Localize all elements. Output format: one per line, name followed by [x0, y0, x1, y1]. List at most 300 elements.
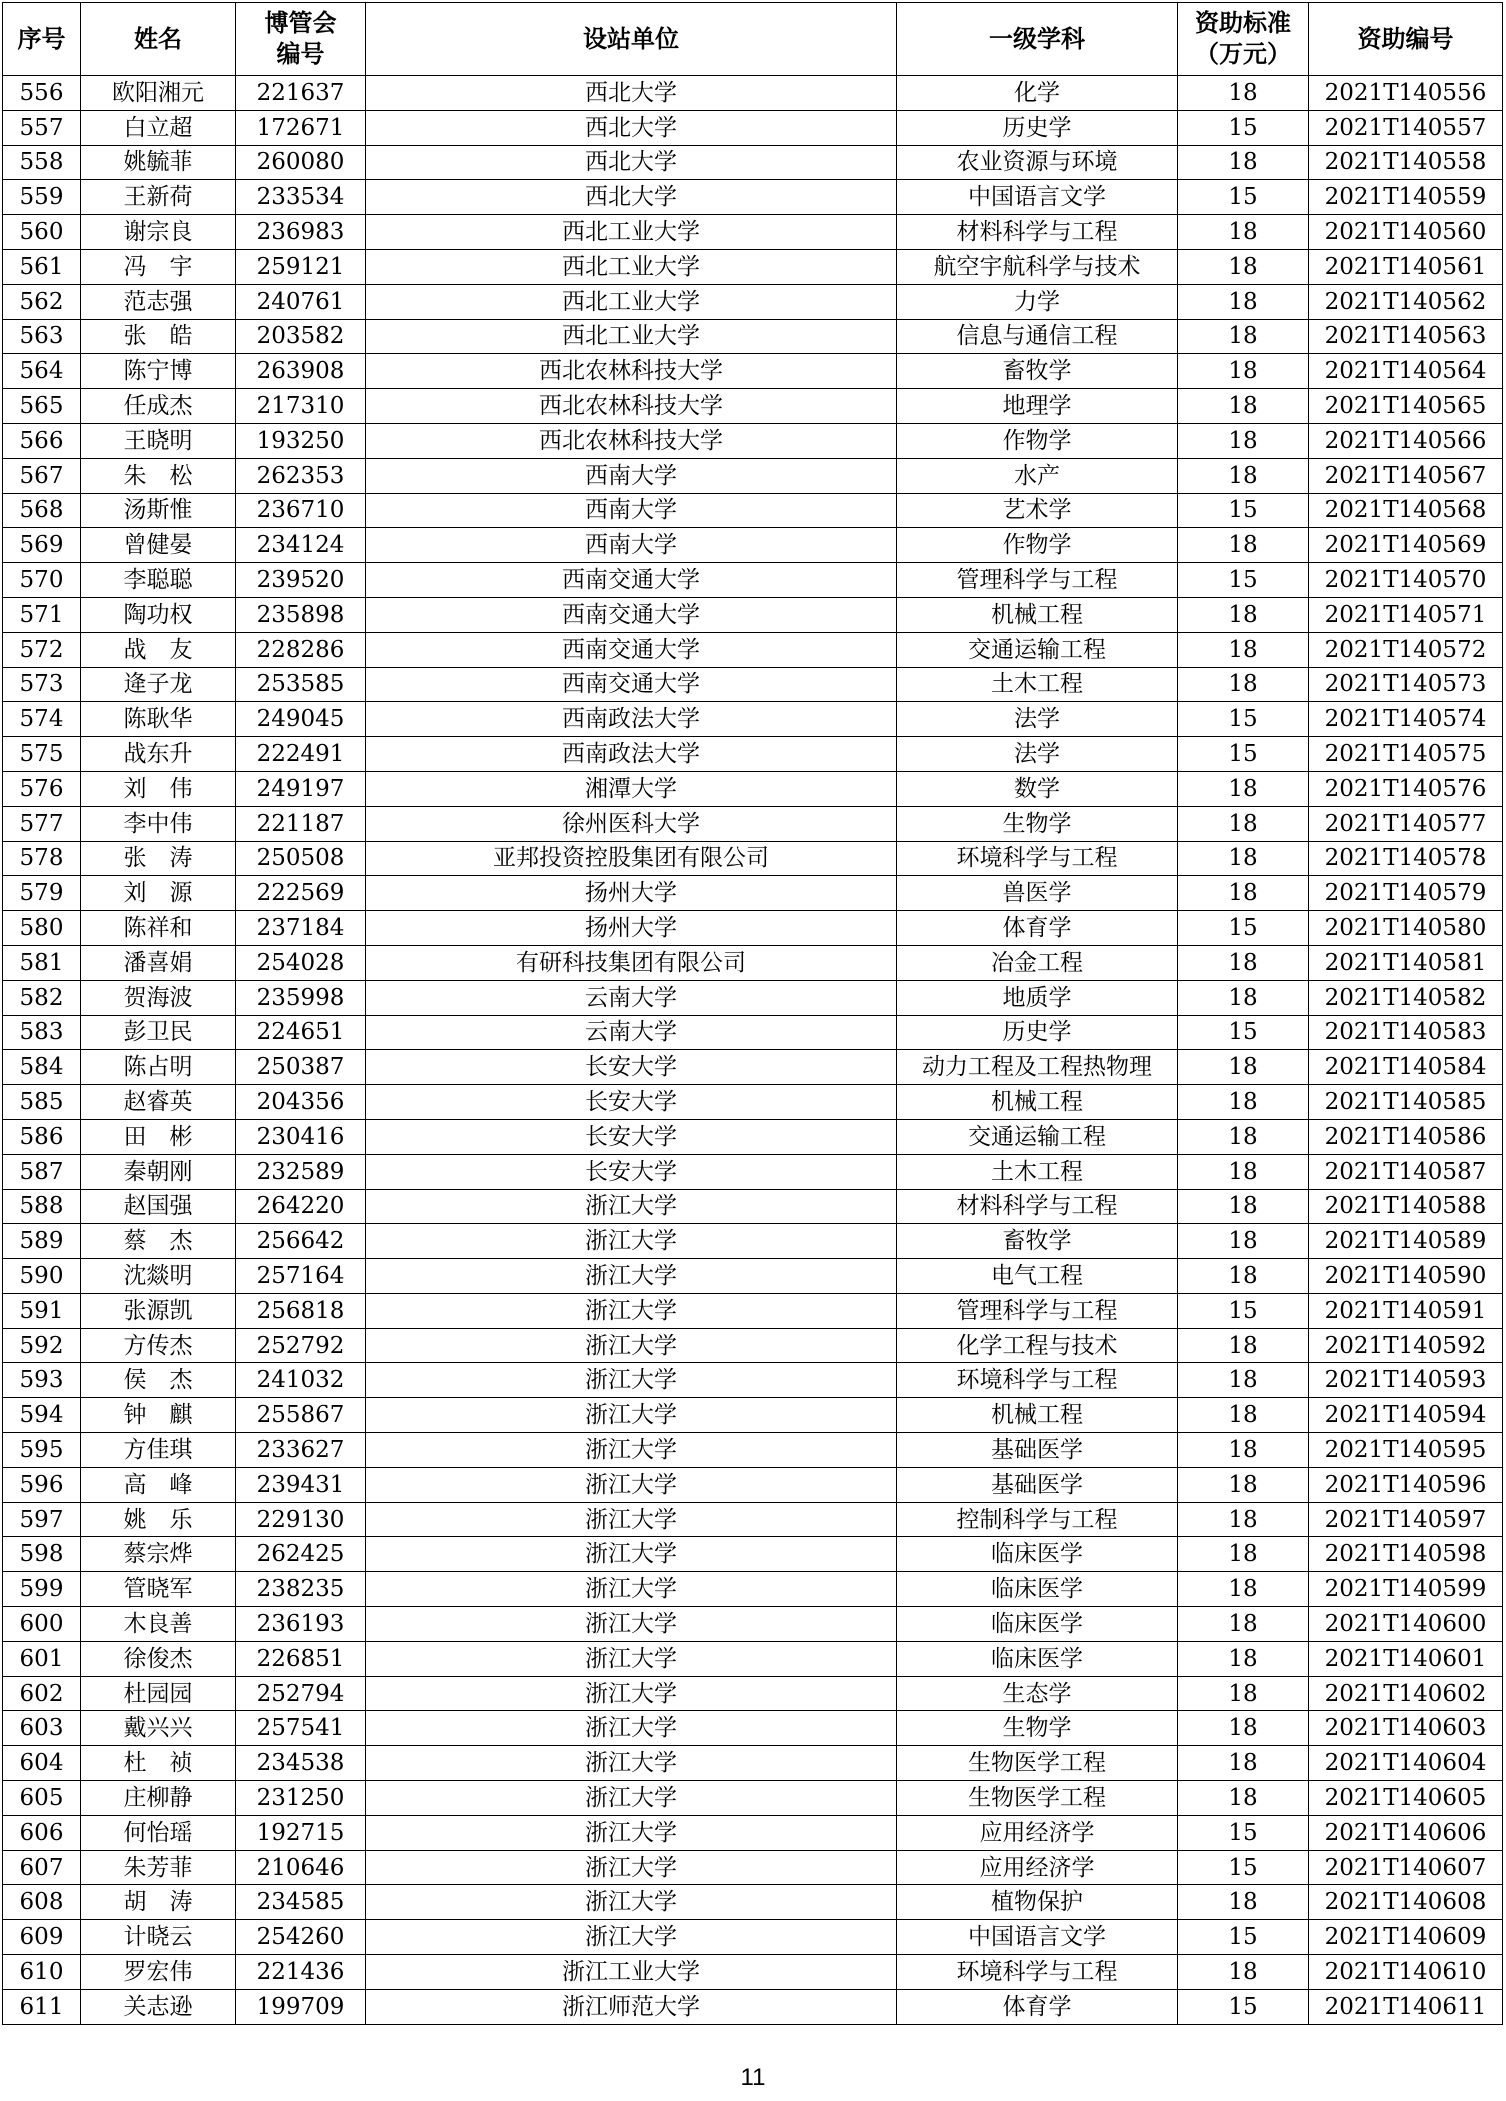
cell-funding: 18: [1178, 1955, 1309, 1990]
table-row: [3, 597, 1503, 632]
cell-funding: 18: [1178, 1189, 1309, 1224]
cell-discipline: 基础医学: [897, 1467, 1178, 1502]
cell-funding: 15: [1178, 1989, 1309, 2024]
cell-name: 张源凯: [81, 1293, 236, 1328]
cell-unit: 云南大学: [366, 1015, 897, 1050]
table-row: [3, 632, 1503, 667]
cell-seq: 608: [3, 1885, 81, 1920]
cell-discipline: 生物学: [897, 1711, 1178, 1746]
cell-seq: 567: [3, 458, 81, 493]
cell-grant-id: 2021T140603: [1309, 1711, 1503, 1746]
cell-seq: 601: [3, 1641, 81, 1676]
cell-funding: 18: [1178, 1154, 1309, 1189]
cell-name: 欧阳湘元: [81, 76, 236, 111]
cell-funding: 15: [1178, 737, 1309, 772]
cell-grant-id: 2021T140571: [1309, 597, 1503, 632]
table-row: [3, 702, 1503, 737]
cell-funding: 18: [1178, 771, 1309, 806]
cell-name: 管晓军: [81, 1572, 236, 1607]
cell-postdoc-id: 262425: [236, 1537, 366, 1572]
cell-seq: 597: [3, 1502, 81, 1537]
cell-unit: 亚邦投资控股集团有限公司: [366, 841, 897, 876]
cell-seq: 594: [3, 1398, 81, 1433]
cell-unit: 西南交通大学: [366, 632, 897, 667]
cell-funding: 18: [1178, 284, 1309, 319]
table-row: [3, 737, 1503, 772]
cell-unit: 浙江大学: [366, 1815, 897, 1850]
cell-postdoc-id: 193250: [236, 423, 366, 458]
cell-name: 徐俊杰: [81, 1641, 236, 1676]
cell-postdoc-id: 236193: [236, 1607, 366, 1642]
cell-grant-id: 2021T140606: [1309, 1815, 1503, 1850]
cell-name: 赵睿英: [81, 1085, 236, 1120]
cell-postdoc-id: 257164: [236, 1259, 366, 1294]
cell-discipline: 临床医学: [897, 1641, 1178, 1676]
cell-discipline: 体育学: [897, 1989, 1178, 2024]
table-row: [3, 423, 1503, 458]
cell-name: 胡 涛: [81, 1885, 236, 1920]
table-row: [3, 1293, 1503, 1328]
cell-postdoc-id: 254260: [236, 1920, 366, 1955]
cell-name: 何怡瑶: [81, 1815, 236, 1850]
cell-name: 秦朝刚: [81, 1154, 236, 1189]
cell-grant-id: 2021T140582: [1309, 980, 1503, 1015]
cell-discipline: 植物保护: [897, 1885, 1178, 1920]
cell-unit: 浙江大学: [366, 1467, 897, 1502]
cell-postdoc-id: 229130: [236, 1502, 366, 1537]
cell-unit: 西北大学: [366, 110, 897, 145]
header-postdoc-id-line1: 博管会: [264, 9, 337, 37]
header-name: [81, 3, 236, 76]
cell-discipline: 材料科学与工程: [897, 215, 1178, 250]
cell-seq: 568: [3, 493, 81, 528]
table-row: [3, 528, 1503, 563]
cell-grant-id: 2021T140573: [1309, 667, 1503, 702]
cell-discipline: 生物学: [897, 806, 1178, 841]
cell-discipline: 临床医学: [897, 1607, 1178, 1642]
cell-seq: 590: [3, 1259, 81, 1294]
cell-unit: 西北农林科技大学: [366, 423, 897, 458]
cell-name: 张 皓: [81, 319, 236, 354]
cell-unit: 长安大学: [366, 1085, 897, 1120]
cell-seq: 587: [3, 1154, 81, 1189]
cell-unit: 西南大学: [366, 493, 897, 528]
cell-seq: 593: [3, 1363, 81, 1398]
table-row: [3, 180, 1503, 215]
cell-seq: 609: [3, 1920, 81, 1955]
cell-unit: 西南政法大学: [366, 702, 897, 737]
cell-name: 田 彬: [81, 1119, 236, 1154]
cell-postdoc-id: 239520: [236, 563, 366, 598]
cell-discipline: 作物学: [897, 423, 1178, 458]
cell-discipline: 法学: [897, 702, 1178, 737]
table-row: [3, 1050, 1503, 1085]
cell-name: 谢宗良: [81, 215, 236, 250]
cell-unit: 浙江大学: [366, 1572, 897, 1607]
cell-name: 计晓云: [81, 1920, 236, 1955]
cell-grant-id: 2021T140588: [1309, 1189, 1503, 1224]
cell-seq: 578: [3, 841, 81, 876]
cell-discipline: 环境科学与工程: [897, 1363, 1178, 1398]
cell-name: 刘 伟: [81, 771, 236, 806]
cell-unit: 浙江大学: [366, 1920, 897, 1955]
cell-seq: 561: [3, 249, 81, 284]
cell-postdoc-id: 249045: [236, 702, 366, 737]
table-row: [3, 1989, 1503, 2024]
cell-discipline: 管理科学与工程: [897, 1293, 1178, 1328]
cell-grant-id: 2021T140604: [1309, 1746, 1503, 1781]
cell-name: 曾健晏: [81, 528, 236, 563]
cell-grant-id: 2021T140579: [1309, 876, 1503, 911]
cell-postdoc-id: 204356: [236, 1085, 366, 1120]
cell-seq: 592: [3, 1328, 81, 1363]
cell-grant-id: 2021T140586: [1309, 1119, 1503, 1154]
table-row: [3, 945, 1503, 980]
cell-discipline: 土木工程: [897, 667, 1178, 702]
cell-funding: 18: [1178, 215, 1309, 250]
cell-grant-id: 2021T140609: [1309, 1920, 1503, 1955]
cell-unit: 长安大学: [366, 1050, 897, 1085]
cell-discipline: 应用经济学: [897, 1815, 1178, 1850]
cell-funding: 18: [1178, 423, 1309, 458]
table-row: [3, 563, 1503, 598]
cell-postdoc-id: 252794: [236, 1676, 366, 1711]
table-row: [3, 1676, 1503, 1711]
cell-unit: 徐州医科大学: [366, 806, 897, 841]
cell-postdoc-id: 233534: [236, 180, 366, 215]
cell-grant-id: 2021T140592: [1309, 1328, 1503, 1363]
cell-discipline: 水产: [897, 458, 1178, 493]
cell-grant-id: 2021T140597: [1309, 1502, 1503, 1537]
table-row: [3, 110, 1503, 145]
cell-discipline: 地理学: [897, 389, 1178, 424]
cell-discipline: 电气工程: [897, 1259, 1178, 1294]
table-row: [3, 876, 1503, 911]
cell-name: 汤斯惟: [81, 493, 236, 528]
cell-name: 彭卫民: [81, 1015, 236, 1050]
cell-name: 钟 麒: [81, 1398, 236, 1433]
cell-postdoc-id: 222491: [236, 737, 366, 772]
cell-seq: 602: [3, 1676, 81, 1711]
cell-discipline: 临床医学: [897, 1537, 1178, 1572]
cell-seq: 557: [3, 110, 81, 145]
cell-discipline: 交通运输工程: [897, 1119, 1178, 1154]
cell-seq: 585: [3, 1085, 81, 1120]
cell-postdoc-id: 234538: [236, 1746, 366, 1781]
table-row: [3, 1085, 1503, 1120]
cell-funding: 18: [1178, 1676, 1309, 1711]
cell-seq: 576: [3, 771, 81, 806]
cell-name: 朱芳菲: [81, 1850, 236, 1885]
cell-discipline: 交通运输工程: [897, 632, 1178, 667]
cell-funding: 15: [1178, 1293, 1309, 1328]
cell-discipline: 环境科学与工程: [897, 1955, 1178, 1990]
cell-seq: 598: [3, 1537, 81, 1572]
cell-postdoc-id: 232589: [236, 1154, 366, 1189]
cell-funding: 15: [1178, 702, 1309, 737]
cell-seq: 582: [3, 980, 81, 1015]
funding-table: [2, 2, 1503, 2025]
cell-seq: 564: [3, 354, 81, 389]
cell-postdoc-id: 235898: [236, 597, 366, 632]
table-row: [3, 1154, 1503, 1189]
cell-name: 陈占明: [81, 1050, 236, 1085]
cell-seq: 571: [3, 597, 81, 632]
header-name-label: 姓名: [134, 24, 182, 53]
cell-grant-id: 2021T140578: [1309, 841, 1503, 876]
cell-funding: 18: [1178, 1050, 1309, 1085]
cell-funding: 18: [1178, 1467, 1309, 1502]
cell-funding: 18: [1178, 806, 1309, 841]
cell-postdoc-id: 249197: [236, 771, 366, 806]
cell-funding: 18: [1178, 945, 1309, 980]
cell-funding: 18: [1178, 597, 1309, 632]
cell-name: 冯 宇: [81, 249, 236, 284]
cell-name: 陈耿华: [81, 702, 236, 737]
cell-unit: 浙江大学: [366, 1259, 897, 1294]
table-body: [3, 76, 1503, 2025]
cell-unit: 云南大学: [366, 980, 897, 1015]
table-row: [3, 1363, 1503, 1398]
table-row: [3, 389, 1503, 424]
table-row: [3, 284, 1503, 319]
header-grant-id: [1309, 3, 1503, 76]
cell-discipline: 中国语言文学: [897, 180, 1178, 215]
cell-name: 王晓明: [81, 423, 236, 458]
cell-name: 战东升: [81, 737, 236, 772]
cell-seq: 607: [3, 1850, 81, 1885]
cell-grant-id: 2021T140581: [1309, 945, 1503, 980]
table-row: [3, 1502, 1503, 1537]
cell-postdoc-id: 250387: [236, 1050, 366, 1085]
cell-postdoc-id: 192715: [236, 1815, 366, 1850]
header-unit-label: 设站单位: [583, 24, 679, 53]
cell-unit: 西南大学: [366, 528, 897, 563]
cell-grant-id: 2021T140575: [1309, 737, 1503, 772]
table-row: [3, 458, 1503, 493]
cell-discipline: 法学: [897, 737, 1178, 772]
cell-grant-id: 2021T140593: [1309, 1363, 1503, 1398]
cell-grant-id: 2021T140569: [1309, 528, 1503, 563]
cell-name: 戴兴兴: [81, 1711, 236, 1746]
cell-postdoc-id: 254028: [236, 945, 366, 980]
cell-postdoc-id: 256642: [236, 1224, 366, 1259]
cell-name: 姚 乐: [81, 1502, 236, 1537]
cell-name: 贺海波: [81, 980, 236, 1015]
cell-postdoc-id: 256818: [236, 1293, 366, 1328]
cell-seq: 565: [3, 389, 81, 424]
cell-name: 李中伟: [81, 806, 236, 841]
cell-grant-id: 2021T140566: [1309, 423, 1503, 458]
cell-unit: 浙江大学: [366, 1189, 897, 1224]
cell-postdoc-id: 203582: [236, 319, 366, 354]
cell-funding: 18: [1178, 1398, 1309, 1433]
table-row: [3, 319, 1503, 354]
cell-postdoc-id: 233627: [236, 1433, 366, 1468]
cell-postdoc-id: 234585: [236, 1885, 366, 1920]
header-funding-line1: 资助标准: [1195, 9, 1291, 37]
cell-seq: 572: [3, 632, 81, 667]
cell-discipline: 兽医学: [897, 876, 1178, 911]
cell-unit: 浙江大学: [366, 1676, 897, 1711]
cell-name: 战 友: [81, 632, 236, 667]
table-row: [3, 1955, 1503, 1990]
cell-seq: 558: [3, 145, 81, 180]
cell-seq: 605: [3, 1781, 81, 1816]
cell-funding: 18: [1178, 980, 1309, 1015]
cell-seq: 566: [3, 423, 81, 458]
cell-unit: 西北工业大学: [366, 215, 897, 250]
cell-name: 陈祥和: [81, 911, 236, 946]
cell-funding: 15: [1178, 1015, 1309, 1050]
cell-funding: 18: [1178, 354, 1309, 389]
cell-name: 蔡宗烨: [81, 1537, 236, 1572]
table-row: [3, 1607, 1503, 1642]
cell-seq: 610: [3, 1955, 81, 1990]
table-row: [3, 841, 1503, 876]
header-funding-line2: （万元）: [1195, 40, 1291, 68]
cell-funding: 18: [1178, 1641, 1309, 1676]
table-row: [3, 1815, 1503, 1850]
cell-unit: 浙江工业大学: [366, 1955, 897, 1990]
cell-discipline: 冶金工程: [897, 945, 1178, 980]
cell-grant-id: 2021T140601: [1309, 1641, 1503, 1676]
cell-postdoc-id: 199709: [236, 1989, 366, 2024]
cell-unit: 长安大学: [366, 1119, 897, 1154]
table-row: [3, 806, 1503, 841]
cell-name: 李聪聪: [81, 563, 236, 598]
cell-funding: 18: [1178, 667, 1309, 702]
cell-discipline: 畜牧学: [897, 1224, 1178, 1259]
cell-seq: 589: [3, 1224, 81, 1259]
cell-postdoc-id: 237184: [236, 911, 366, 946]
table-row: [3, 1850, 1503, 1885]
cell-discipline: 艺术学: [897, 493, 1178, 528]
cell-name: 高 峰: [81, 1467, 236, 1502]
cell-grant-id: 2021T140587: [1309, 1154, 1503, 1189]
cell-discipline: 畜牧学: [897, 354, 1178, 389]
cell-funding: 18: [1178, 1781, 1309, 1816]
cell-funding: 18: [1178, 632, 1309, 667]
header-funding: [1178, 3, 1309, 76]
cell-funding: 18: [1178, 1224, 1309, 1259]
cell-grant-id: 2021T140556: [1309, 76, 1503, 111]
cell-grant-id: 2021T140585: [1309, 1085, 1503, 1120]
cell-grant-id: 2021T140584: [1309, 1050, 1503, 1085]
cell-funding: 18: [1178, 1119, 1309, 1154]
cell-grant-id: 2021T140611: [1309, 1989, 1503, 2024]
cell-grant-id: 2021T140607: [1309, 1850, 1503, 1885]
table-header-row: [3, 3, 1503, 76]
cell-funding: 18: [1178, 1537, 1309, 1572]
cell-seq: 611: [3, 1989, 81, 2024]
cell-discipline: 管理科学与工程: [897, 563, 1178, 598]
table-row: [3, 1920, 1503, 1955]
cell-seq: 583: [3, 1015, 81, 1050]
cell-funding: 18: [1178, 145, 1309, 180]
cell-grant-id: 2021T140564: [1309, 354, 1503, 389]
cell-seq: 577: [3, 806, 81, 841]
cell-discipline: 历史学: [897, 110, 1178, 145]
cell-postdoc-id: 231250: [236, 1781, 366, 1816]
cell-postdoc-id: 264220: [236, 1189, 366, 1224]
cell-grant-id: 2021T140589: [1309, 1224, 1503, 1259]
cell-name: 方佳琪: [81, 1433, 236, 1468]
header-discipline-label: 一级学科: [989, 24, 1085, 53]
cell-unit: 西北大学: [366, 145, 897, 180]
cell-funding: 18: [1178, 528, 1309, 563]
header-postdoc-id: [236, 3, 366, 76]
cell-funding: 18: [1178, 389, 1309, 424]
cell-postdoc-id: 226851: [236, 1641, 366, 1676]
cell-unit: 西南交通大学: [366, 597, 897, 632]
cell-grant-id: 2021T140602: [1309, 1676, 1503, 1711]
cell-funding: 18: [1178, 1607, 1309, 1642]
cell-postdoc-id: 257541: [236, 1711, 366, 1746]
table-row: [3, 493, 1503, 528]
cell-seq: 588: [3, 1189, 81, 1224]
cell-seq: 599: [3, 1572, 81, 1607]
cell-discipline: 控制科学与工程: [897, 1502, 1178, 1537]
cell-grant-id: 2021T140608: [1309, 1885, 1503, 1920]
cell-unit: 浙江师范大学: [366, 1989, 897, 2024]
cell-postdoc-id: 228286: [236, 632, 366, 667]
cell-name: 张 涛: [81, 841, 236, 876]
cell-funding: 18: [1178, 458, 1309, 493]
cell-funding: 18: [1178, 1502, 1309, 1537]
cell-unit: 浙江大学: [366, 1433, 897, 1468]
cell-funding: 18: [1178, 1885, 1309, 1920]
cell-seq: 600: [3, 1607, 81, 1642]
cell-postdoc-id: 234124: [236, 528, 366, 563]
table-row: [3, 1572, 1503, 1607]
cell-funding: 18: [1178, 76, 1309, 111]
cell-postdoc-id: 224651: [236, 1015, 366, 1050]
cell-postdoc-id: 263908: [236, 354, 366, 389]
cell-grant-id: 2021T140563: [1309, 319, 1503, 354]
table-row: [3, 1641, 1503, 1676]
cell-grant-id: 2021T140562: [1309, 284, 1503, 319]
table-row: [3, 1746, 1503, 1781]
header-unit: [366, 3, 897, 76]
cell-name: 木良善: [81, 1607, 236, 1642]
cell-discipline: 生态学: [897, 1676, 1178, 1711]
cell-grant-id: 2021T140567: [1309, 458, 1503, 493]
table-row: [3, 667, 1503, 702]
cell-name: 罗宏伟: [81, 1955, 236, 1990]
cell-postdoc-id: 260080: [236, 145, 366, 180]
cell-name: 杜 祯: [81, 1746, 236, 1781]
cell-discipline: 历史学: [897, 1015, 1178, 1050]
cell-postdoc-id: 235998: [236, 980, 366, 1015]
cell-funding: 15: [1178, 493, 1309, 528]
cell-unit: 浙江大学: [366, 1502, 897, 1537]
cell-postdoc-id: 238235: [236, 1572, 366, 1607]
cell-unit: 西北农林科技大学: [366, 354, 897, 389]
cell-postdoc-id: 259121: [236, 249, 366, 284]
cell-funding: 15: [1178, 563, 1309, 598]
cell-postdoc-id: 236983: [236, 215, 366, 250]
cell-unit: 浙江大学: [366, 1885, 897, 1920]
cell-name: 刘 源: [81, 876, 236, 911]
cell-funding: 15: [1178, 1920, 1309, 1955]
cell-unit: 西南政法大学: [366, 737, 897, 772]
cell-grant-id: 2021T140574: [1309, 702, 1503, 737]
cell-funding: 15: [1178, 1815, 1309, 1850]
cell-funding: 18: [1178, 1711, 1309, 1746]
cell-grant-id: 2021T140558: [1309, 145, 1503, 180]
cell-unit: 浙江大学: [366, 1781, 897, 1816]
